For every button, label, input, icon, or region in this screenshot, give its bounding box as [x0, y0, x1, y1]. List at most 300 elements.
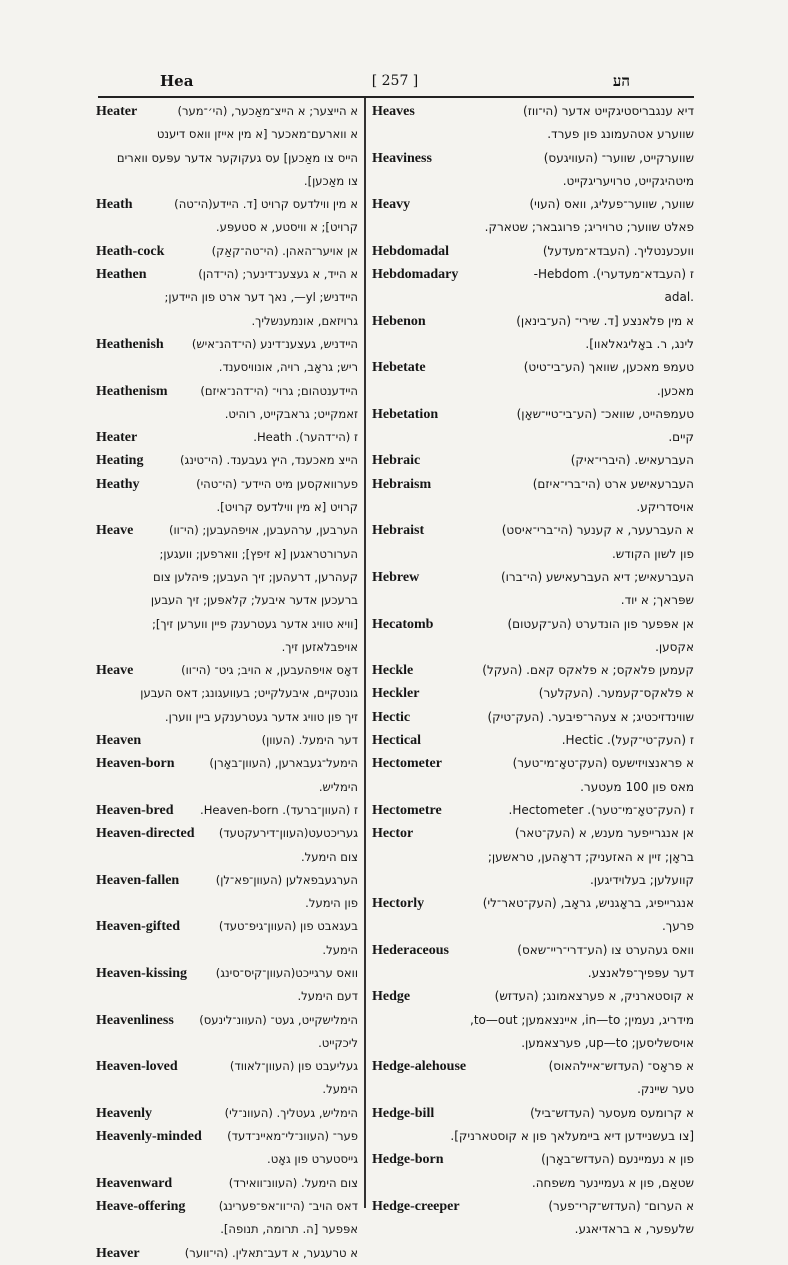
entry-first-line — [372, 1148, 694, 1171]
headword: Heaviness — [372, 150, 432, 166]
entry-first-line — [96, 659, 358, 682]
dictionary-entry — [96, 1125, 358, 1172]
definition-text: פון א נעמיינעם (העדזש־באָרן) — [541, 1152, 694, 1167]
dictionary-entry — [96, 915, 358, 962]
definition-text: פערוואקסען מיט היידע־ (הי־טהי) — [196, 476, 358, 491]
entry-continuation-line — [96, 123, 358, 146]
headword: Hectometer — [372, 756, 442, 772]
headword: Heaven-directed — [96, 826, 195, 842]
definition-text: קעהרען, דרעהען; זיך העבען; פּיהלען צום — [153, 569, 358, 584]
entry-first-line — [372, 519, 694, 542]
definition-text: צום הימעל. (העוונ־וואירד) — [228, 1175, 358, 1190]
headword: Heckler — [372, 686, 420, 702]
headword: Hedge-creeper — [372, 1198, 460, 1214]
definition-text: לינג, ר. באָליגאלאוו]. — [585, 336, 694, 351]
definition-text: הימעל. — [322, 942, 358, 957]
dictionary-entry — [372, 403, 694, 450]
definition-text: אויפבלאזען זיך. — [281, 639, 358, 654]
entry-continuation-line — [372, 1032, 694, 1055]
entry-first-line — [372, 659, 694, 682]
entry-first-line — [372, 752, 694, 775]
definition-text: א הייד, א געצענ־דינער; (הי־דהן) — [198, 267, 358, 282]
definition-text: פאלט שווער; טרויריג; פרוגבאר; שטארק. — [484, 220, 694, 235]
entry-continuation-line — [372, 1218, 694, 1241]
definition-text: אנגרייפיג, בראָגניש, גראָב, (העק־טאר־לי) — [482, 896, 694, 911]
entry-first-line — [96, 962, 358, 985]
entry-continuation-line — [96, 682, 358, 705]
dictionary-entry — [372, 100, 694, 147]
entry-first-line — [372, 1102, 694, 1125]
entry-continuation-line — [372, 846, 694, 869]
header-guide-word-right: הע — [612, 71, 630, 90]
entry-first-line — [372, 706, 694, 729]
entry-continuation-line — [96, 1032, 358, 1055]
entry-continuation-line — [372, 589, 694, 612]
entry-first-line — [372, 822, 694, 845]
entry-first-line — [96, 1055, 358, 1078]
definition-text: טעמפּ מאכען, שוואך (הע־בי־טיט) — [523, 360, 694, 375]
entry-continuation-line — [372, 1078, 694, 1101]
left-column — [96, 100, 358, 1265]
definition-text: געליעבט פון (העוון־לאווד) — [229, 1059, 358, 1074]
dictionary-entry — [96, 729, 358, 752]
entry-first-line — [372, 985, 694, 1008]
dictionary-entry — [372, 729, 694, 752]
definition-text: א קוסטארניק, א פערצאמונג; (העדזש) — [494, 989, 694, 1004]
definition-text: העברעאיש. (היברי־איק) — [570, 453, 694, 468]
entry-continuation-line — [96, 496, 358, 519]
headword: Heathen — [96, 267, 147, 283]
entry-first-line — [96, 915, 358, 938]
entry-continuation-line — [96, 403, 358, 426]
entry-continuation-line — [372, 962, 694, 985]
entry-first-line — [96, 1172, 358, 1195]
entry-continuation-line — [96, 356, 358, 379]
definition-text: פער־ (העוונ־לי־מאיינ־דעד) — [227, 1129, 358, 1144]
definition-text: הייס צו מאַכען] עס געקוקער אדער עפּעס ווארים — [116, 150, 358, 165]
definition-text: .Hectic .ז (העק־טי־קעל) — [561, 733, 694, 748]
definition-text: שטאַם, פון א געמיינער משפחה. — [531, 1175, 694, 1190]
entry-first-line — [372, 799, 694, 822]
definition-text: הערבען, ערהעבען, אויפהעבען; (הי־וו) — [169, 523, 358, 538]
definition-text: adal. — [664, 290, 694, 305]
headword: Heathenism — [96, 383, 168, 399]
entry-first-line — [96, 1195, 358, 1218]
entry-first-line — [96, 426, 358, 449]
definition-text: קוועלען; בעלוידיגען. — [589, 872, 694, 887]
definition-text: א העברעער, א קענער (הי־ברי־איסט) — [501, 523, 694, 538]
definition-text: אויסדריקע. — [636, 500, 694, 515]
definition-text: א הייצער; א הייצ־מאַכער, (הי׳־מער) — [177, 104, 358, 118]
definition-text: שווערע אטהעמונג פון פערד. — [547, 127, 694, 142]
entry-continuation-line — [372, 496, 694, 519]
definition-text: אן אנגרייפער מענש, א (העק־טאר) — [514, 826, 694, 841]
definition-text: היידניש, געצענ־דינע (הי־דהנ־איש) — [191, 336, 358, 351]
definition-text: צו מאַכען]. — [303, 173, 358, 188]
dictionary-entry — [372, 519, 694, 566]
definition-text: זיך פון טוויג אדער געטרענקע ביין ווערן. — [164, 709, 358, 724]
headword: Heckle — [372, 663, 414, 679]
headword: Heaven-bred — [96, 802, 174, 818]
header-guide-word-left: Hea — [160, 72, 194, 90]
dictionary-entry — [96, 263, 358, 333]
entry-first-line — [96, 729, 358, 752]
headword: Hecatomb — [372, 616, 434, 632]
definition-text: הימעל. — [322, 1082, 358, 1097]
dictionary-entry — [372, 1195, 694, 1242]
headword: Heave — [96, 523, 134, 539]
headword: Heaven — [96, 733, 142, 749]
headword: Hebrew — [372, 569, 420, 585]
entry-first-line — [372, 729, 694, 752]
definition-text: -Hebdom .ז (העבדא־מעדערי) — [533, 267, 694, 282]
definition-text: אן אויער־האהן. (הי־טה־קאַק) — [211, 243, 358, 258]
headword: Heath-cock — [96, 243, 165, 259]
definition-text: וואס געהערט צו (הע־דרי־ריי־שאס) — [517, 942, 694, 957]
headword: Hectical — [372, 733, 421, 749]
definition-text: גרויזאם, אונמענשליך. — [251, 313, 358, 328]
dictionary-entry — [96, 869, 358, 916]
dictionary-entry — [372, 985, 694, 1055]
headword: Heaven-loved — [96, 1059, 178, 1075]
entry-first-line — [372, 566, 694, 589]
entry-continuation-line — [96, 170, 358, 193]
entry-continuation-line — [372, 543, 694, 566]
definition-text: א פלאקס־קעמער. (העקלער) — [538, 686, 694, 701]
headword: Hebenon — [372, 313, 426, 329]
entry-continuation-line — [372, 1125, 694, 1148]
definition-text: א טרעגער, א דעב־תאלין. (הי־ווער) — [184, 1245, 358, 1260]
headword: Heathy — [96, 476, 140, 492]
headword: Heaven-fallen — [96, 872, 180, 888]
entry-first-line — [96, 380, 358, 403]
page-header — [160, 64, 630, 98]
entry-first-line — [372, 613, 694, 636]
dictionary-entry — [372, 799, 694, 822]
definition-text: א מין ווילדעס קרויט [ד. היידע(הי־טה) — [174, 197, 358, 212]
headword: Hedge-bill — [372, 1105, 435, 1121]
entry-first-line — [372, 310, 694, 333]
definition-text: א קרומעס מעסער (העדזש־ביל) — [530, 1105, 694, 1120]
entry-continuation-line — [96, 706, 358, 729]
headword: Heaves — [372, 104, 415, 119]
entry-first-line — [372, 356, 694, 379]
headword: Hectometre — [372, 802, 442, 818]
entry-first-line — [96, 799, 358, 822]
definition-text: דיא ענגבריסטיגקייט אדער (הי־ווז) — [523, 104, 694, 118]
headword: Hebetation — [372, 406, 439, 422]
entry-continuation-line — [96, 1078, 358, 1101]
definition-text: פרעך. — [661, 919, 694, 934]
entry-first-line — [96, 1125, 358, 1148]
definition-text: קעמען פלאקס; א פלאקס קאם. (העקל) — [482, 663, 694, 678]
definition-text: .Heaven-born .ז (העוון־ברעד) — [200, 802, 358, 817]
dictionary-entry — [372, 659, 694, 682]
entry-continuation-line — [372, 333, 694, 356]
entry-continuation-line — [96, 846, 358, 869]
headword: Heave — [96, 663, 134, 679]
entry-continuation-line — [96, 636, 358, 659]
headword: Hedge-alehouse — [372, 1059, 467, 1075]
definition-text: שפּראך; א יוד. — [620, 593, 694, 608]
dictionary-entry — [96, 1242, 358, 1265]
definition-text: א הערום־ (העדזש־קרי־פער) — [548, 1198, 694, 1213]
definition-text: הערגעבפאלען (העוון־פא־לן) — [215, 872, 358, 887]
entry-first-line — [96, 519, 358, 542]
dictionary-entry — [96, 426, 358, 449]
headword: Heath — [96, 197, 133, 213]
definition-text: א מין פלאנצע [ד. שירי־ (הע־בינאן) — [516, 313, 694, 328]
dictionary-entry — [372, 566, 694, 613]
entry-continuation-line — [96, 147, 358, 170]
entry-continuation-line — [96, 939, 358, 962]
definition-text: מאכען. — [656, 383, 694, 398]
definition-text: וועכענטליך. (העבדא־מעדעל) — [542, 243, 694, 258]
dictionary-entry — [96, 193, 358, 240]
definition-text: [וויא טוויג אדער געטרענק פיין ווערען זיך]; — [152, 616, 358, 631]
headword: Heater — [96, 430, 138, 446]
entry-first-line — [96, 1009, 358, 1032]
dictionary-entry — [372, 356, 694, 403]
headword: Heating — [96, 453, 144, 469]
entry-first-line — [96, 822, 358, 845]
entry-continuation-line — [96, 1218, 358, 1241]
headword: Hedge — [372, 989, 411, 1005]
headword: Heavenly-minded — [96, 1129, 202, 1145]
definition-text: א פראנצויזישעס (העק־טאָ־מי־טער) — [512, 756, 694, 771]
headword: Hectic — [372, 709, 411, 725]
entry-continuation-line — [96, 776, 358, 799]
dictionary-entry — [372, 939, 694, 986]
definition-text: א ווארעם־מאכער [א מין אייזן וואס דיענט — [156, 127, 358, 142]
entry-first-line — [96, 263, 358, 286]
entry-first-line — [96, 240, 358, 263]
entry-first-line — [372, 1195, 694, 1218]
definition-text: .Heath .ז (הי־דהער) — [253, 430, 358, 445]
dictionary-entry — [96, 962, 358, 1009]
right-column — [372, 100, 694, 1242]
definition-text: שווינדזיכטיג; א צעהר־פיבער. (העק־טיק) — [487, 709, 694, 724]
headword: Hebdomadal — [372, 243, 450, 259]
definition-text: דאס הויב־ (הי־וו־אפ־פערינג) — [218, 1198, 358, 1213]
entry-continuation-line — [96, 589, 358, 612]
definition-text: העברעאיש; דיא העברעאישע (הי־ברו) — [500, 569, 694, 584]
dictionary-entry — [372, 310, 694, 357]
headword: Heavenliness — [96, 1012, 174, 1028]
entry-first-line — [372, 403, 694, 426]
entry-continuation-line — [372, 170, 694, 193]
definition-text: מאס פון 100 מעטער. — [580, 779, 694, 794]
dictionary-entry — [96, 519, 358, 659]
entry-first-line — [372, 240, 694, 263]
dictionary-entry — [96, 752, 358, 799]
definition-text: שלעפער, א בראדיאגע. — [574, 1222, 694, 1237]
definition-text: הימלישקייט, געט־ (העוונ־לינעס) — [199, 1012, 358, 1027]
dictionary-entry — [372, 263, 694, 310]
definition-text: בעגאבט פון (העוון־גיפ־טעד) — [218, 919, 358, 934]
entry-continuation-line — [96, 543, 358, 566]
definition-text: ברעכען אדער איבעל; קלאפּען; זיך העבען — [150, 593, 358, 608]
definition-text: דעם הימעל. — [297, 989, 358, 1004]
entry-continuation-line — [96, 216, 358, 239]
dictionary-entry — [372, 682, 694, 705]
entry-continuation-line — [372, 636, 694, 659]
definition-text: פון הימעל. — [305, 896, 358, 911]
dictionary-entry — [96, 1195, 358, 1242]
headword: Hebetate — [372, 360, 426, 376]
headword: Hebdomadary — [372, 267, 459, 283]
headword: Heaven-kissing — [96, 965, 188, 981]
entry-first-line — [372, 682, 694, 705]
headword: Hederaceous — [372, 942, 449, 958]
definition-text: דאָס אויפהעבען, א הויב; גיט־ (הי־וו) — [181, 663, 358, 678]
entry-continuation-line — [372, 1172, 694, 1195]
entry-first-line — [372, 1055, 694, 1078]
definition-text: זאמקייט; גראבקייט, רוהיט. — [224, 406, 358, 421]
definition-text: וואס ערגייכט(העוון־קיס־סינג) — [215, 965, 358, 980]
dictionary-entry — [372, 193, 694, 240]
definition-text: שווער, שווער־פעליג, וואס (העוי) — [529, 197, 694, 212]
definition-text: שווערקייט, שווער־ (העוויגעס) — [543, 150, 694, 165]
dictionary-entry — [372, 822, 694, 892]
entry-first-line — [372, 263, 694, 286]
entry-first-line — [372, 147, 694, 170]
entry-continuation-line — [372, 286, 694, 309]
headword: Heathenish — [96, 336, 164, 352]
entry-continuation-line — [372, 216, 694, 239]
definition-text: בראָן; זיין א האזעניק; דראָהען, טראשען; — [487, 849, 694, 864]
headword: Hedge-born — [372, 1152, 444, 1168]
definition-text: העברעאישע ארט (הי־ברי־איזם) — [532, 476, 694, 491]
entry-first-line — [372, 939, 694, 962]
headword: Heaven-born — [96, 756, 175, 772]
definition-text: ליכקייט. — [318, 1035, 358, 1050]
dictionary-entry — [372, 240, 694, 263]
entry-first-line — [96, 100, 358, 123]
definition-text: הימליש. — [318, 779, 358, 794]
entry-first-line — [96, 1102, 358, 1125]
headword: Heave-offering — [96, 1198, 186, 1214]
entry-first-line — [96, 869, 358, 892]
definition-text: [צו בעשניידען דיא ביימעלאך פון א קוסטארניק]. — [450, 1129, 694, 1144]
entry-continuation-line — [372, 426, 694, 449]
entry-first-line — [96, 193, 358, 216]
dictionary-entry — [96, 1102, 358, 1125]
entry-continuation-line — [372, 380, 694, 403]
definition-text: הימעל־געבארען, (העוון־באָרן) — [209, 756, 358, 771]
headword: Heaver — [96, 1245, 140, 1261]
header-rule — [98, 96, 694, 98]
entry-continuation-line — [96, 310, 358, 333]
entry-first-line — [372, 193, 694, 216]
entry-first-line — [372, 100, 694, 123]
entry-first-line — [372, 473, 694, 496]
definition-text: היידניש; yl—, נאך דער ארט פון היידען; — [164, 290, 358, 305]
page-number: [ 257 ] — [371, 73, 419, 89]
definition-text: ריש; גראָב, רויה, אונוויסענד. — [218, 360, 358, 375]
dictionary-entry — [372, 449, 694, 472]
entry-continuation-line — [372, 869, 694, 892]
definition-text: אקסען. — [655, 639, 694, 654]
dictionary-entry — [96, 799, 358, 822]
dictionary-entry — [96, 240, 358, 263]
dictionary-entry — [96, 333, 358, 380]
headword: Hebraic — [372, 453, 421, 469]
dictionary-entry — [372, 613, 694, 660]
headword: Hectorly — [372, 896, 425, 912]
definition-text: גונטקיים, איבעלקייט; בעוועגונג; דאס העבען — [140, 686, 358, 701]
entry-continuation-line — [96, 985, 358, 1008]
dictionary-entry — [96, 473, 358, 520]
definition-text: הימליש, געטליך. (העוונ־לי) — [224, 1105, 358, 1120]
definition-text: פון לשון הקודש. — [611, 546, 694, 561]
headword: Hector — [372, 826, 414, 842]
dictionary-entry — [96, 822, 358, 869]
headword: Heater — [96, 104, 138, 119]
entry-first-line — [96, 449, 358, 472]
dictionary-entry — [372, 473, 694, 520]
entry-continuation-line — [372, 123, 694, 146]
definition-text: טער שיינק. — [637, 1082, 694, 1097]
dictionary-entry — [96, 1009, 358, 1056]
entry-continuation-line — [96, 613, 358, 636]
dictionary-entry — [96, 659, 358, 729]
entry-continuation-line — [372, 776, 694, 799]
dictionary-entry — [96, 1172, 358, 1195]
definition-text: טעמפּהייט, שוואכ־ (הע־בי־טיי־שאָן) — [516, 406, 694, 421]
entry-first-line — [372, 449, 694, 472]
headword: Heaven-gifted — [96, 919, 180, 935]
definition-text: קרויט [א מין ווילדעס קרויט]. — [216, 500, 358, 515]
entry-continuation-line — [372, 915, 694, 938]
entry-first-line — [96, 473, 358, 496]
headword: Hebraist — [372, 523, 425, 539]
definition-text: מידריג, נעמין; in—to, איינצאמען; to—out, — [470, 1012, 694, 1027]
dictionary-entry — [372, 752, 694, 799]
entry-first-line — [96, 333, 358, 356]
definition-text: היידענטהום; גרוי־ (הי־דהנ־איזם) — [200, 383, 358, 398]
dictionary-entry — [372, 1148, 694, 1195]
definition-text: א פראָס־ (העדזש־איילהאוס) — [548, 1059, 694, 1074]
dictionary-entry — [96, 100, 358, 193]
headword: Heavenly — [96, 1105, 152, 1121]
entry-first-line — [96, 752, 358, 775]
definition-text: הייצ מאכענד, היץ געבענד. (הי־טינג) — [179, 453, 358, 468]
definition-text: קרויט]; א וויסטע, א סטעפּע. — [215, 220, 358, 235]
dictionary-entry — [372, 147, 694, 194]
definition-text: געריכטעט(העוון־דירעקטעד) — [218, 826, 358, 841]
headword: Heavy — [372, 197, 411, 213]
column-divider — [364, 98, 366, 1208]
dictionary-entry — [96, 1055, 358, 1102]
definition-text: אפּפער [ה. תרומה, תנופה]. — [220, 1222, 358, 1237]
dictionary-entry — [372, 892, 694, 939]
dictionary-entry — [96, 380, 358, 427]
entry-first-line — [96, 1242, 358, 1265]
definition-text: אויסשליסען; up—to, פערצאמען. — [521, 1035, 694, 1050]
definition-text: דער הימעל. (העוון) — [261, 733, 358, 748]
headword: Heavenward — [96, 1175, 173, 1191]
definition-text: מיטהיגקייט, טרויעריגקייט. — [562, 173, 694, 188]
entry-continuation-line — [96, 892, 358, 915]
entry-continuation-line — [96, 286, 358, 309]
entry-continuation-line — [96, 566, 358, 589]
entry-first-line — [372, 892, 694, 915]
definition-text: הערורטראגען [א זיפץ]; ווארפען; וועגען; — [159, 546, 358, 561]
definition-text: .Hectometer .ז (העק־טאָ־מי־טער) — [508, 802, 694, 817]
headword: Hebraism — [372, 476, 432, 492]
entry-continuation-line — [96, 1148, 358, 1171]
